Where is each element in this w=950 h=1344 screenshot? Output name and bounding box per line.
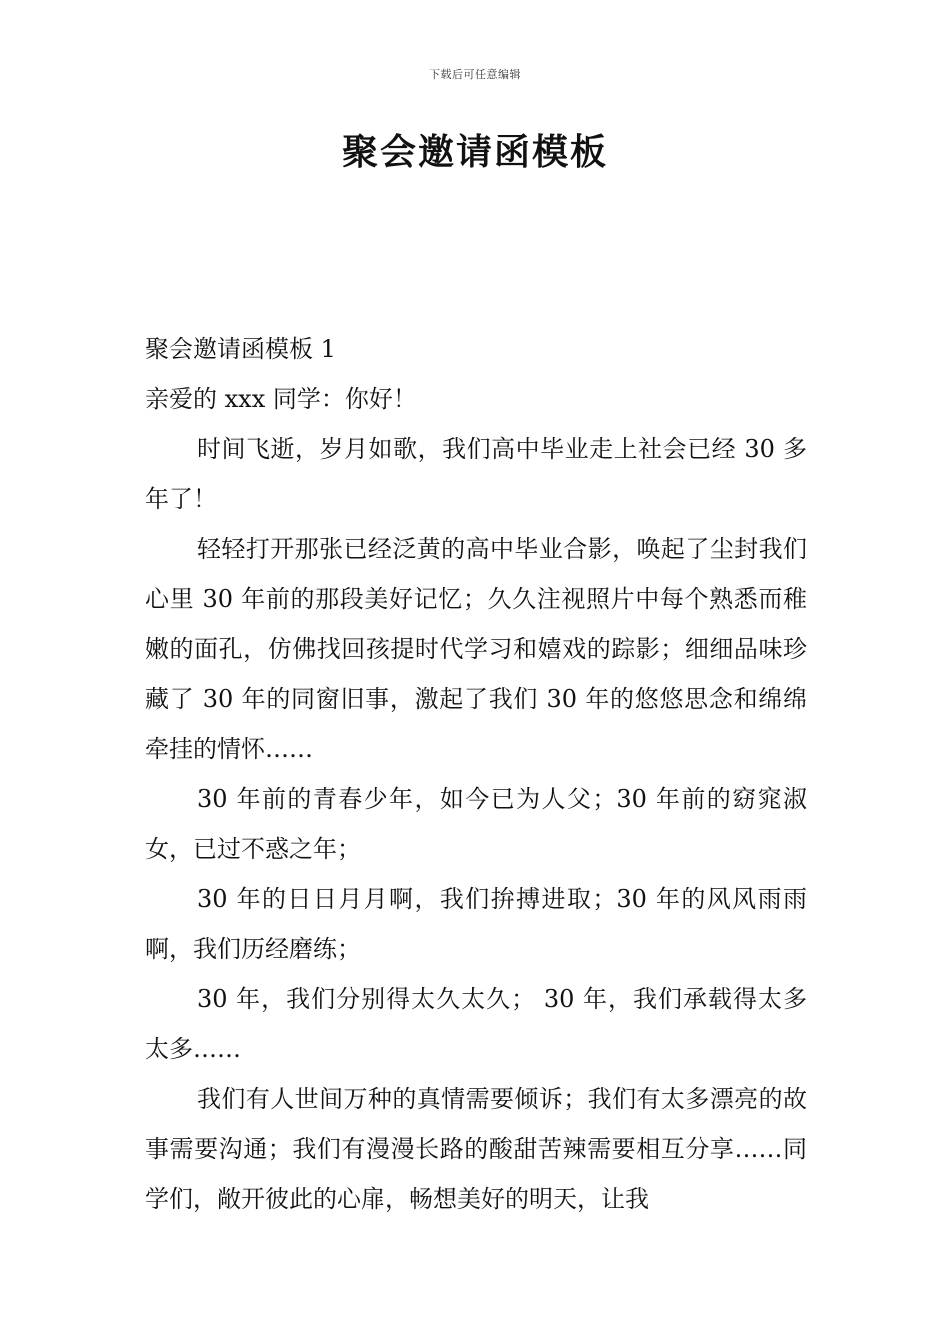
header-note: 下载后可任意编辑 — [429, 68, 521, 81]
paragraph: 30 年，我们分别得太久太久； 30 年，我们承载得太多太多…… — [145, 985, 807, 1063]
paragraph: 30 年的日日月月啊，我们拚搏进取；30 年的风风雨雨啊，我们历经磨练； — [145, 885, 807, 963]
document-title: 聚会邀请函模板 — [341, 131, 608, 173]
paragraph: 30 年前的青春少年，如今已为人父；30 年前的窈窕淑女，已过不惑之年； — [145, 785, 807, 863]
paragraph: 我们有人世间万种的真情需要倾诉；我们有太多漂亮的故事需要沟通；我们有漫漫长路的酸甜苦辣需要相互分享……同学们，敞开彼此的心扉，畅想美好的明天，让我 — [145, 1085, 807, 1213]
greeting: 亲爱的 xxx 同学：你好！ — [145, 385, 417, 413]
paragraph: 时间飞逝，岁月如歌，我们高中毕业走上社会已经 30 多年了！ — [145, 435, 807, 513]
section-heading: 聚会邀请函模板 1 — [145, 335, 336, 363]
document-body — [145, 324, 807, 1224]
paragraph: 轻轻打开那张已经泛黄的高中毕业合影，唤起了尘封我们心里 30 年前的那段美好记忆；久久注视照片中每个熟悉而稚嫩的面孔，仿佛找回孩提时代学习和嬉戏的踪影；细细品味珍藏了 30 年的同窗旧事，激起了我们 30 年的悠悠思念和绵绵牵挂的情怀…… — [145, 535, 807, 763]
